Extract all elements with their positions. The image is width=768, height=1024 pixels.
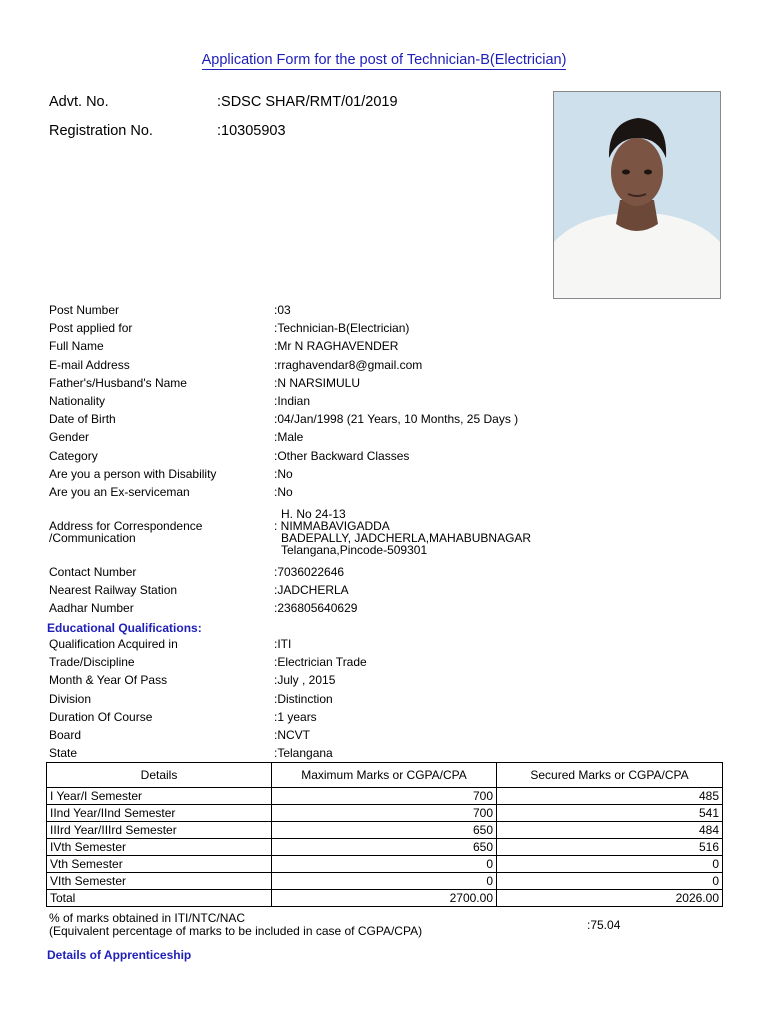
detail-value: :No xyxy=(274,466,293,481)
detail-value: :04/Jan/1998 (21 Years, 10 Months, 25 Days ) xyxy=(274,412,519,427)
address-line3: BADEPALLY, JADCHERLA,MAHABUBNAGAR xyxy=(281,531,532,545)
detail-label: Category xyxy=(49,448,98,463)
form-title: Application Form for the post of Technician-B(Electrician) xyxy=(201,52,567,68)
header-max-marks: Maximum Marks or CGPA/CPA xyxy=(272,763,497,788)
contact-label: Contact Number xyxy=(49,565,137,579)
contact-label: Nearest Railway Station xyxy=(49,583,178,597)
education-label: State xyxy=(49,746,78,761)
secured-marks-cell: 0 xyxy=(497,873,723,890)
marks-table-header xyxy=(47,763,723,788)
contact-value: :236805640629 xyxy=(274,601,358,615)
table-row xyxy=(47,788,723,805)
education-label: Qualification Acquired in xyxy=(49,637,178,651)
max-marks-cell: 700 xyxy=(272,788,497,805)
header-secured-marks: Secured Marks or CGPA/CPA xyxy=(497,763,723,788)
education-label: Month & Year Of Pass xyxy=(49,673,168,688)
percentage-label-line2: (Equivalent percentage of marks to be included in case of CGPA/CPA) xyxy=(49,924,423,938)
education-value: :ITI xyxy=(274,637,292,651)
detail-value: :Other Backward Classes xyxy=(274,448,410,463)
address-line4: Telangana,Pincode-509301 xyxy=(281,543,428,557)
detail-label: Are you a person with Disability xyxy=(49,466,217,481)
secured-marks-cell: 516 xyxy=(497,839,723,856)
contact-value: :7036022646 xyxy=(274,565,345,579)
detail-value: :Mr N RAGHAVENDER xyxy=(274,339,399,354)
detail-value: :rraghavendar8@gmail.com xyxy=(274,357,423,372)
detail-label: Gender xyxy=(49,430,90,445)
max-marks-cell: 2700.00 xyxy=(272,890,497,907)
detail-value: :03 xyxy=(274,303,291,317)
details-cell: I Year/I Semester xyxy=(47,788,272,805)
detail-value: :Indian xyxy=(274,394,311,408)
max-marks-cell: 650 xyxy=(272,822,497,839)
detail-label: Nationality xyxy=(49,394,106,408)
detail-label: Full Name xyxy=(49,339,104,354)
education-label: Duration Of Course xyxy=(49,709,153,724)
detail-label: Date of Birth xyxy=(49,412,116,427)
address-line2: : NIMMABAVIGADDA xyxy=(274,519,390,533)
details-cell: Vth Semester xyxy=(47,856,272,873)
detail-label: E-mail Address xyxy=(49,357,130,372)
details-cell: IVth Semester xyxy=(47,839,272,856)
detail-label: Post Number xyxy=(49,303,120,317)
detail-label: Father's/Husband's Name xyxy=(49,375,187,390)
education-heading: Educational Qualifications: xyxy=(47,621,202,635)
secured-marks-cell: 485 xyxy=(497,788,723,805)
education-value: :NCVT xyxy=(274,728,310,742)
detail-value: :N NARSIMULU xyxy=(274,375,361,390)
max-marks-cell: 700 xyxy=(272,805,497,822)
details-cell: IIIrd Year/IIIrd Semester xyxy=(47,822,272,839)
education-value: :Electrician Trade xyxy=(274,655,367,670)
education-value: :Telangana xyxy=(274,746,333,761)
registration-label: Registration No. xyxy=(49,123,153,139)
education-label: Division xyxy=(49,691,92,706)
education-value: :July , 2015 xyxy=(274,673,336,688)
detail-value: :Technician-B(Electrician) xyxy=(274,321,410,336)
max-marks-cell: 650 xyxy=(272,839,497,856)
table-row xyxy=(47,805,723,822)
address-label-line2: /Communication xyxy=(49,531,136,545)
table-row xyxy=(47,822,723,839)
advt-label: Advt. No. xyxy=(49,94,109,110)
contact-value: :JADCHERLA xyxy=(274,583,349,597)
percentage-value: :75.04 xyxy=(587,918,621,932)
details-cell: IInd Year/IInd Semester xyxy=(47,805,272,822)
person-photo-icon xyxy=(554,92,720,298)
education-label: Trade/Discipline xyxy=(49,655,135,670)
advt-value: :SDSC SHAR/RMT/01/2019 xyxy=(217,94,398,110)
detail-value: :No xyxy=(274,485,293,499)
table-row xyxy=(47,839,723,856)
marks-table xyxy=(46,762,723,907)
registration-value: :10305903 xyxy=(217,123,286,139)
details-cell: Total xyxy=(47,890,272,907)
header-details: Details xyxy=(47,763,272,788)
education-value: :Distinction xyxy=(274,691,333,706)
max-marks-cell: 0 xyxy=(272,873,497,890)
secured-marks-cell: 484 xyxy=(497,822,723,839)
contact-label: Aadhar Number xyxy=(49,601,134,615)
address-line1: H. No 24-13 xyxy=(281,507,346,521)
table-row xyxy=(47,890,723,907)
table-row xyxy=(47,856,723,873)
detail-label: Are you an Ex-serviceman xyxy=(49,485,190,499)
education-value: :1 years xyxy=(274,709,317,724)
table-row xyxy=(47,873,723,890)
secured-marks-cell: 0 xyxy=(497,856,723,873)
education-label: Board xyxy=(49,728,82,742)
max-marks-cell: 0 xyxy=(272,856,497,873)
apprenticeship-heading: Details of Apprenticeship xyxy=(47,948,192,962)
secured-marks-cell: 2026.00 xyxy=(497,890,723,907)
percentage-label-line1: % of marks obtained in ITI/NTC/NAC xyxy=(49,911,246,925)
detail-label: Post applied for xyxy=(49,321,133,336)
details-cell: VIth Semester xyxy=(47,873,272,890)
secured-marks-cell: 541 xyxy=(497,805,723,822)
detail-value: :Male xyxy=(274,430,304,445)
applicant-photo xyxy=(553,91,721,299)
address-label-line1: Address for Correspondence xyxy=(49,519,203,533)
